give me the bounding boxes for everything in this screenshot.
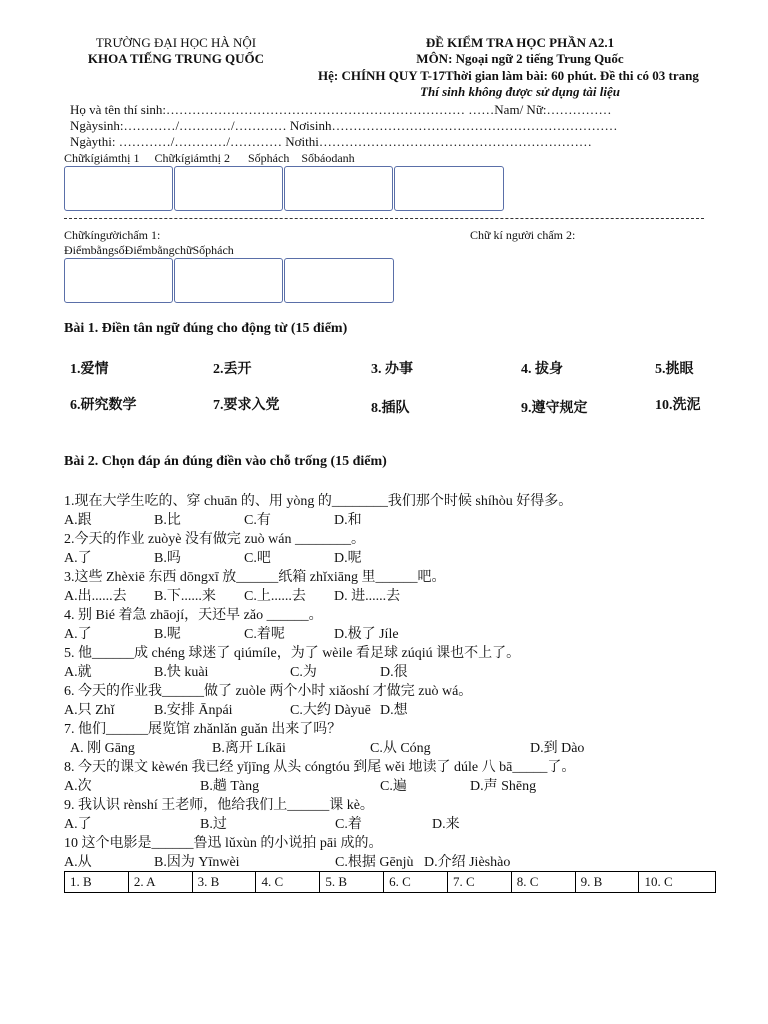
score-box-labels: ĐiểmbằngsốĐiểmbằngchữSốphách — [64, 243, 234, 257]
q9-option-d[interactable]: D.来 — [432, 817, 460, 832]
subject-name: MÔN: Ngoại ngữ 2 tiếng Trung Quốc — [416, 51, 624, 66]
candidate-number-box[interactable] — [394, 166, 504, 211]
q1-option-a[interactable]: A.跟 — [64, 513, 92, 528]
answer-row — [65, 872, 716, 893]
answer-cell-5: 5. B — [320, 872, 384, 893]
q8-option-c[interactable]: C.遍 — [380, 779, 407, 794]
bai1-item-2: 2.丢开 — [213, 362, 252, 377]
bai1-item-5: 5.挑眼 — [655, 362, 694, 377]
question-6: 6. 今天的作业我______做了 zuòle 两个小时 xiǎoshí 才做完 zuò wá。 — [64, 684, 473, 699]
bai1-item-4: 4. 拔身 — [521, 362, 563, 377]
q1-option-d[interactable]: D.和 — [334, 513, 362, 528]
birth-line[interactable]: Ngàysinh:…………/…………/………… Nơisinh………………………………………………………… — [70, 118, 618, 133]
answer-cell-3: 3. B — [192, 872, 256, 893]
q2-option-c[interactable]: C.吧 — [244, 551, 271, 566]
bai1-item-7: 7.要求入党 — [213, 398, 280, 413]
bai1-item-9: 9.遵守规定 — [521, 401, 588, 416]
bai2-title: Bài 2. Chọn đáp án đúng điền vào chỗ trống (15 điểm) — [64, 454, 387, 469]
question-10: 10 这个电影是______鲁迅 lǔxùn 的小说拍 pāi 成的。 — [64, 836, 383, 851]
q5-option-c[interactable]: C.为 — [290, 665, 317, 680]
q5-option-b[interactable]: B.快 kuài — [154, 665, 209, 680]
grader2-label: Chữ kí người chấm 2: — [470, 228, 576, 242]
q3-option-a[interactable]: A.出......去 — [64, 589, 127, 604]
q6-option-a[interactable]: A.只 Zhǐ — [64, 703, 115, 718]
q4-option-a[interactable]: A.了 — [64, 627, 92, 642]
q9-option-b[interactable]: B.过 — [200, 817, 227, 832]
answer-cell-7: 7. C — [447, 872, 511, 893]
question-2: 2.今天的作业 zuòyè 没有做完 zuò wán ________。 — [64, 532, 365, 547]
answer-cell-6: 6. C — [384, 872, 448, 893]
faculty-name: KHOA TIẾNG TRUNG QUỐC — [87, 51, 265, 66]
q1-option-b[interactable]: B.比 — [154, 513, 181, 528]
answer-cell-9: 9. B — [575, 872, 639, 893]
bai1-item-1: 1.爱情 — [70, 362, 109, 377]
q8-option-a[interactable]: A.次 — [64, 779, 92, 794]
bai1-item-3: 3. 办事 — [371, 362, 413, 377]
q4-option-b[interactable]: B.呢 — [154, 627, 181, 642]
q6-option-c[interactable]: C.大约 Dàyuē — [290, 703, 371, 718]
no-materials-note: Thí sinh không được sử dụng tài liệu — [420, 84, 620, 99]
q7-option-c[interactable]: C.从 Cóng — [370, 741, 431, 756]
proctor2-signature-box[interactable] — [174, 166, 283, 211]
exam-title: ĐỀ KIỂM TRA HỌC PHẦN A2.1 — [425, 35, 615, 50]
code-number-box-2[interactable] — [284, 258, 394, 303]
answer-cell-2: 2. A — [128, 872, 192, 893]
q7-option-a[interactable]: A. 刚 Gāng — [70, 741, 135, 756]
proctor1-signature-box[interactable] — [64, 166, 173, 211]
q6-option-d[interactable]: D.想 — [380, 703, 408, 718]
signature-box-labels: Chữkígiámthị 1 Chữkígiámthị 2 Sốphách Sốbáodanh — [64, 151, 355, 165]
q5-option-d[interactable]: D.很 — [380, 665, 408, 680]
answer-cell-8: 8. C — [511, 872, 575, 893]
q3-option-c[interactable]: C.上......去 — [244, 589, 306, 604]
q7-option-d[interactable]: D.到 Dào — [530, 741, 585, 756]
q6-option-b[interactable]: B.安排 Ānpái — [154, 703, 233, 718]
q2-option-a[interactable]: A.了 — [64, 551, 92, 566]
question-3: 3.这些 Zhèxiē 东西 dōngxī 放______纸箱 zhǐxiāng 里______吧。 — [64, 570, 446, 585]
question-5: 5. 他______成 chéng 球迷了 qiúmíle，为了 wèile 看足球 zúqiú 课也不上了。 — [64, 646, 521, 661]
q4-option-d[interactable]: D.极了 Jíle — [334, 627, 399, 642]
q10-option-a[interactable]: A.从 — [64, 855, 92, 870]
q2-option-b[interactable]: B.吗 — [154, 551, 181, 566]
bai1-item-8: 8.插队 — [371, 401, 410, 416]
question-7: 7. 他们______展览馆 zhǎnlǎn guǎn 出来了吗？ — [64, 722, 342, 737]
question-4: 4. 别 Bié 着急 zhāojí，天还早 zǎo ______。 — [64, 608, 323, 623]
answer-cell-1: 1. B — [65, 872, 129, 893]
q2-option-d[interactable]: D.呢 — [334, 551, 362, 566]
q10-option-c[interactable]: C.根据 Gēnjù — [335, 855, 414, 870]
q5-option-a[interactable]: A.就 — [64, 665, 92, 680]
q3-option-b[interactable]: B.下......来 — [154, 589, 216, 604]
q10-option-b[interactable]: B.因为 Yīnwèi — [154, 855, 240, 870]
q8-option-d[interactable]: D.声 Shēng — [470, 779, 537, 794]
q10-option-d[interactable]: D.介绍 Jièshào — [424, 855, 511, 870]
q7-option-b[interactable]: B.离开 Líkāi — [212, 741, 286, 756]
university-name: TRƯỜNG ĐẠI HỌC HÀ NỘI — [95, 35, 257, 50]
question-1: 1.现在大学生吃的、穿 chuān 的、用 yòng 的________我们那个时候 shíhòu 好得多。 — [64, 494, 573, 509]
exam-date-line[interactable]: Ngàythi: …………/…………/………… Nơithi……………………………………………………… — [70, 134, 592, 149]
code-number-box[interactable] — [284, 166, 393, 211]
score-words-box[interactable] — [174, 258, 283, 303]
q1-option-c[interactable]: C.有 — [244, 513, 271, 528]
question-8: 8. 今天的课文 kèwén 我已经 yǐjīng 从头 cóngtóu 到尾 wěi 地读了 dúle 八 bā_____了。 — [64, 760, 576, 775]
q9-option-c[interactable]: C.着 — [335, 817, 362, 832]
bai1-item-6: 6.研究数学 — [70, 398, 137, 413]
score-number-box[interactable] — [64, 258, 173, 303]
answer-cell-10: 10. C — [639, 872, 716, 893]
student-name-line[interactable]: Họ và tên thí sinh:…………………………………………………………… ……Nam/ Nữ:…………… — [70, 102, 612, 117]
bai1-title: Bài 1. Điền tân ngữ đúng cho động từ (15 điểm) — [64, 321, 348, 336]
answer-cell-4: 4. C — [256, 872, 320, 893]
cut-line — [64, 218, 704, 219]
exam-system: Hệ: CHÍNH QUY T-17Thời gian làm bài: 60 phút. Đề thi có 03 trang — [318, 68, 699, 83]
bai1-item-10: 10.洗泥 — [655, 398, 701, 413]
q9-option-a[interactable]: A.了 — [64, 817, 92, 832]
q4-option-c[interactable]: C.着呢 — [244, 627, 285, 642]
q8-option-b[interactable]: B.趟 Tàng — [200, 779, 260, 794]
q3-option-d[interactable]: D. 进......去 — [334, 589, 401, 604]
answer-table — [64, 871, 716, 893]
question-9: 9. 我认识 rènshí 王老师，他给我们上______课 kè。 — [64, 798, 374, 813]
grader1-label: Chữkíngườichấm 1: — [64, 228, 161, 242]
